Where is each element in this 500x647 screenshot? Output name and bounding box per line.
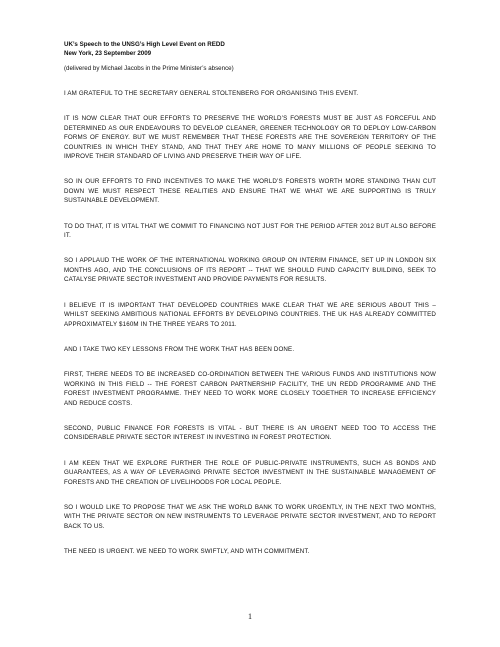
delivered-note: (delivered by Michael Jacobs in the Prime Minister’s absence) xyxy=(64,65,234,72)
paragraph-2: IT IS NOW CLEAR THAT OUR EFFORTS TO PRESERVE THE WORLD’S FORESTS MUST BE JUST AS FORCEFUL AND DETERMINED AS OUR ENDEAVOURS TO DEVELOP CLEANER, GREENER TECHNOLOGY OR TO DEPLOY LOW-CARBON FORMS OF ENERGY. BUT WE MUST REMEMBER THAT THESE FORESTS ARE THE SOVEREIGN TERRITORY OF THE COUNTRIES IN WHICH THEY STAND, AND THAT THEY ARE HOME TO MANY MILLIONS OF PEOPLE SEEKING TO IMPROVE THEIR STANDARD OF LIVING AND PRESERVE THEIR WAY OF LIFE. xyxy=(64,115,436,161)
document-location-date: New York, 23 September 2009 xyxy=(64,50,152,57)
paragraph-11: SO I WOULD LIKE TO PROPOSE THAT WE ASK THE WORLD BANK TO WORK URGENTLY, IN THE NEXT TWO MONTHS, WITH THE PRIVATE SECTOR ON NEW INSTRUMENTS TO LEVERAGE PRIVATE SECTOR INVESTMENT, AND TO REPORT BACK TO US. xyxy=(64,503,436,530)
paragraph-6: I BELIEVE IT IS IMPORTANT THAT DEVELOPED COUNTRIES MAKE CLEAR THAT WE ARE SERIOUS ABOUT THIS – WHILST SEEKING AMBITIOUS NATIONAL EFFORTS BY DEVELOPING COUNTRIES. THE UK HAS ALREADY COMMITTED APPROXIMATELY $160M IN THE THREE YEARS TO 2011. xyxy=(64,301,436,328)
paragraph-4: TO DO THAT, IT IS VITAL THAT WE COMMIT TO FINANCING NOT JUST FOR THE PERIOD AFTER 2012 BUT ALSO BEFORE IT. xyxy=(64,222,436,240)
paragraph-12: THE NEED IS URGENT. WE NEED TO WORK SWIFTLY, AND WITH COMMITMENT. xyxy=(64,548,310,556)
page-number: 1 xyxy=(248,612,252,621)
paragraph-7: AND I TAKE TWO KEY LESSONS FROM THE WORK THAT HAS BEEN DONE. xyxy=(64,345,295,353)
paragraph-10: I AM KEEN THAT WE EXPLORE FURTHER THE ROLE OF PUBLIC-PRIVATE INSTRUMENTS, SUCH AS BONDS AND GUARANTEES, AS A WAY OF LEVERAGING PRIVATE SECTOR INVESTMENT IN THE SUSTAINABLE MANAGEMENT OF FORESTS AND THE CREATION OF LIVELIHOODS FOR LOCAL PEOPLE. xyxy=(64,459,436,486)
paragraph-8: FIRST, THERE NEEDS TO BE INCREASED CO-ORDINATION BETWEEN THE VARIOUS FUNDS AND INSTITUTIONS NOW WORKING IN THIS FIELD -- THE FOREST CARBON PARTNERSHIP FACILITY, THE UN REDD PROGRAMME AND THE FOREST INVESTMENT PROGRAMME. THEY NEED TO WORK MORE CLOSELY TOGETHER TO INCREASE EFFICIENCY AND REDUCE COSTS. xyxy=(64,371,436,407)
paragraph-3: SO IN OUR EFFORTS TO FIND INCENTIVES TO MAKE THE WORLD’S FORESTS WORTH MORE STANDING THAN CUT DOWN WE MUST RESPECT THESE REALITIES AND ENSURE THAT WE WHAT WE ARE SUPPORTING IS TRULY SUSTAINABLE DEVELOPMENT. xyxy=(64,178,436,205)
document-body xyxy=(64,40,436,557)
paragraph-9: SECOND, PUBLIC FINANCE FOR FORESTS IS VITAL - BUT THERE IS AN URGENT NEED TOO TO ACCESS THE CONSIDERABLE PRIVATE SECTOR INTEREST IN INVESTING IN FOREST PROTECTION. xyxy=(64,424,436,442)
paragraph-5: SO I APPLAUD THE WORK OF THE INTERNATIONAL WORKING GROUP ON INTERIM FINANCE, SET UP IN LONDON SIX MONTHS AGO, AND THE CONCLUSIONS OF ITS REPORT -- THAT WE SHOULD FUND CAPACITY BUILDING, SEEK TO CATALYSE PRIVATE SECTOR INVESTMENT AND PROVIDE PAYMENTS FOR RESULTS. xyxy=(64,257,436,284)
document-title: UK’s Speech to the UNSG’s High Level Event on REDD xyxy=(64,41,225,48)
paragraph-1: I AM GRATEFUL TO THE SECRETARY GENERAL STOLTENBERG FOR ORGANISING THIS EVENT. xyxy=(64,90,359,97)
